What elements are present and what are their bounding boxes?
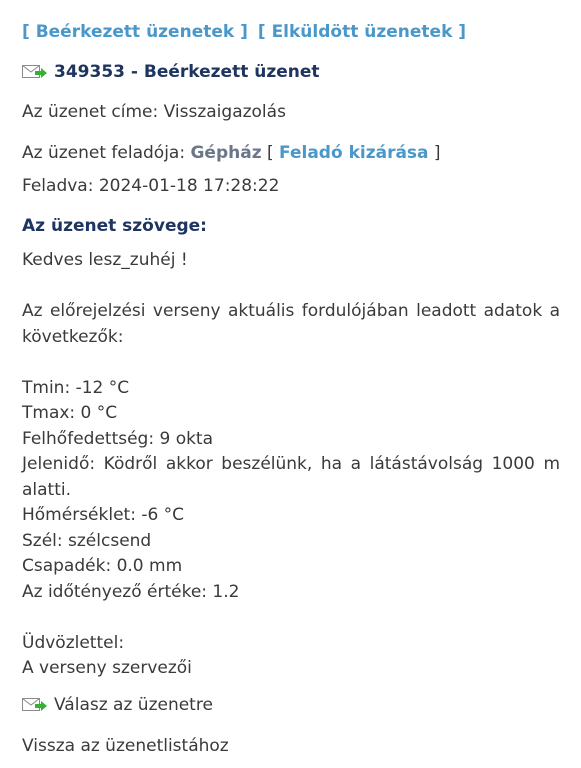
inbox-link[interactable]: [ Beérkezett üzenetek ] [22, 22, 248, 42]
forecast-line: Tmin: -12 °C [22, 377, 130, 398]
bracket-close: ] [428, 143, 441, 163]
message-header [22, 62, 559, 82]
sent-label: Feladva: [22, 176, 99, 196]
forecast-line: Felhőfedettség: 9 okta [22, 428, 214, 449]
reply-button[interactable] [22, 695, 559, 715]
subject-line [22, 102, 559, 122]
sent-line [22, 176, 559, 196]
closing-greeting: Üdvözlettel: [22, 632, 125, 653]
greeting: Kedves lesz_zuhéj ! [22, 250, 188, 270]
intro-text: Az előrejelzési verseny aktuális fordulójában leadott adatok a következők: [22, 301, 560, 347]
envelope-arrow-icon [22, 697, 48, 713]
message-body [22, 248, 560, 682]
forecast-line: Jelenidő: Ködről akkor beszélünk, ha a látástávolság 1000 m alatti. [22, 454, 560, 500]
back-to-list-link[interactable]: Vissza az üzenetlistához [22, 736, 229, 756]
message-nav [22, 22, 466, 42]
forecast-line: Szél: szélcsend [22, 530, 152, 551]
sender-name: Gépház [190, 143, 262, 163]
sent-link[interactable]: [ Elküldött üzenetek ] [257, 22, 467, 42]
sender-label: Az üzenet feladója: [22, 143, 191, 163]
message-title: 349353 - Beérkezett üzenet [54, 62, 320, 82]
forecast-line: Hőmérséklet: -6 °C [22, 505, 185, 525]
sent-timestamp: 2024-01-18 17:28:22 [98, 176, 280, 196]
envelope-arrow-icon [22, 64, 48, 80]
sender-line [22, 143, 559, 163]
forecast-line: Az időtényező értéke: 1.2 [22, 581, 240, 602]
subject-value: Visszaigazolás [163, 102, 286, 122]
subject-label: Az üzenet címe: [22, 102, 164, 122]
forecast-line: Csapadék: 0.0 mm [22, 556, 183, 576]
body-heading: Az üzenet szövege: [22, 216, 207, 236]
closing-signature: A verseny szervezői [22, 658, 192, 678]
bracket-open: [ [261, 143, 280, 163]
reply-label[interactable]: Válasz az üzenetre [54, 695, 213, 715]
forecast-line: Tmax: 0 °C [22, 403, 118, 423]
block-sender-link[interactable]: Feladó kizárása [279, 143, 429, 163]
